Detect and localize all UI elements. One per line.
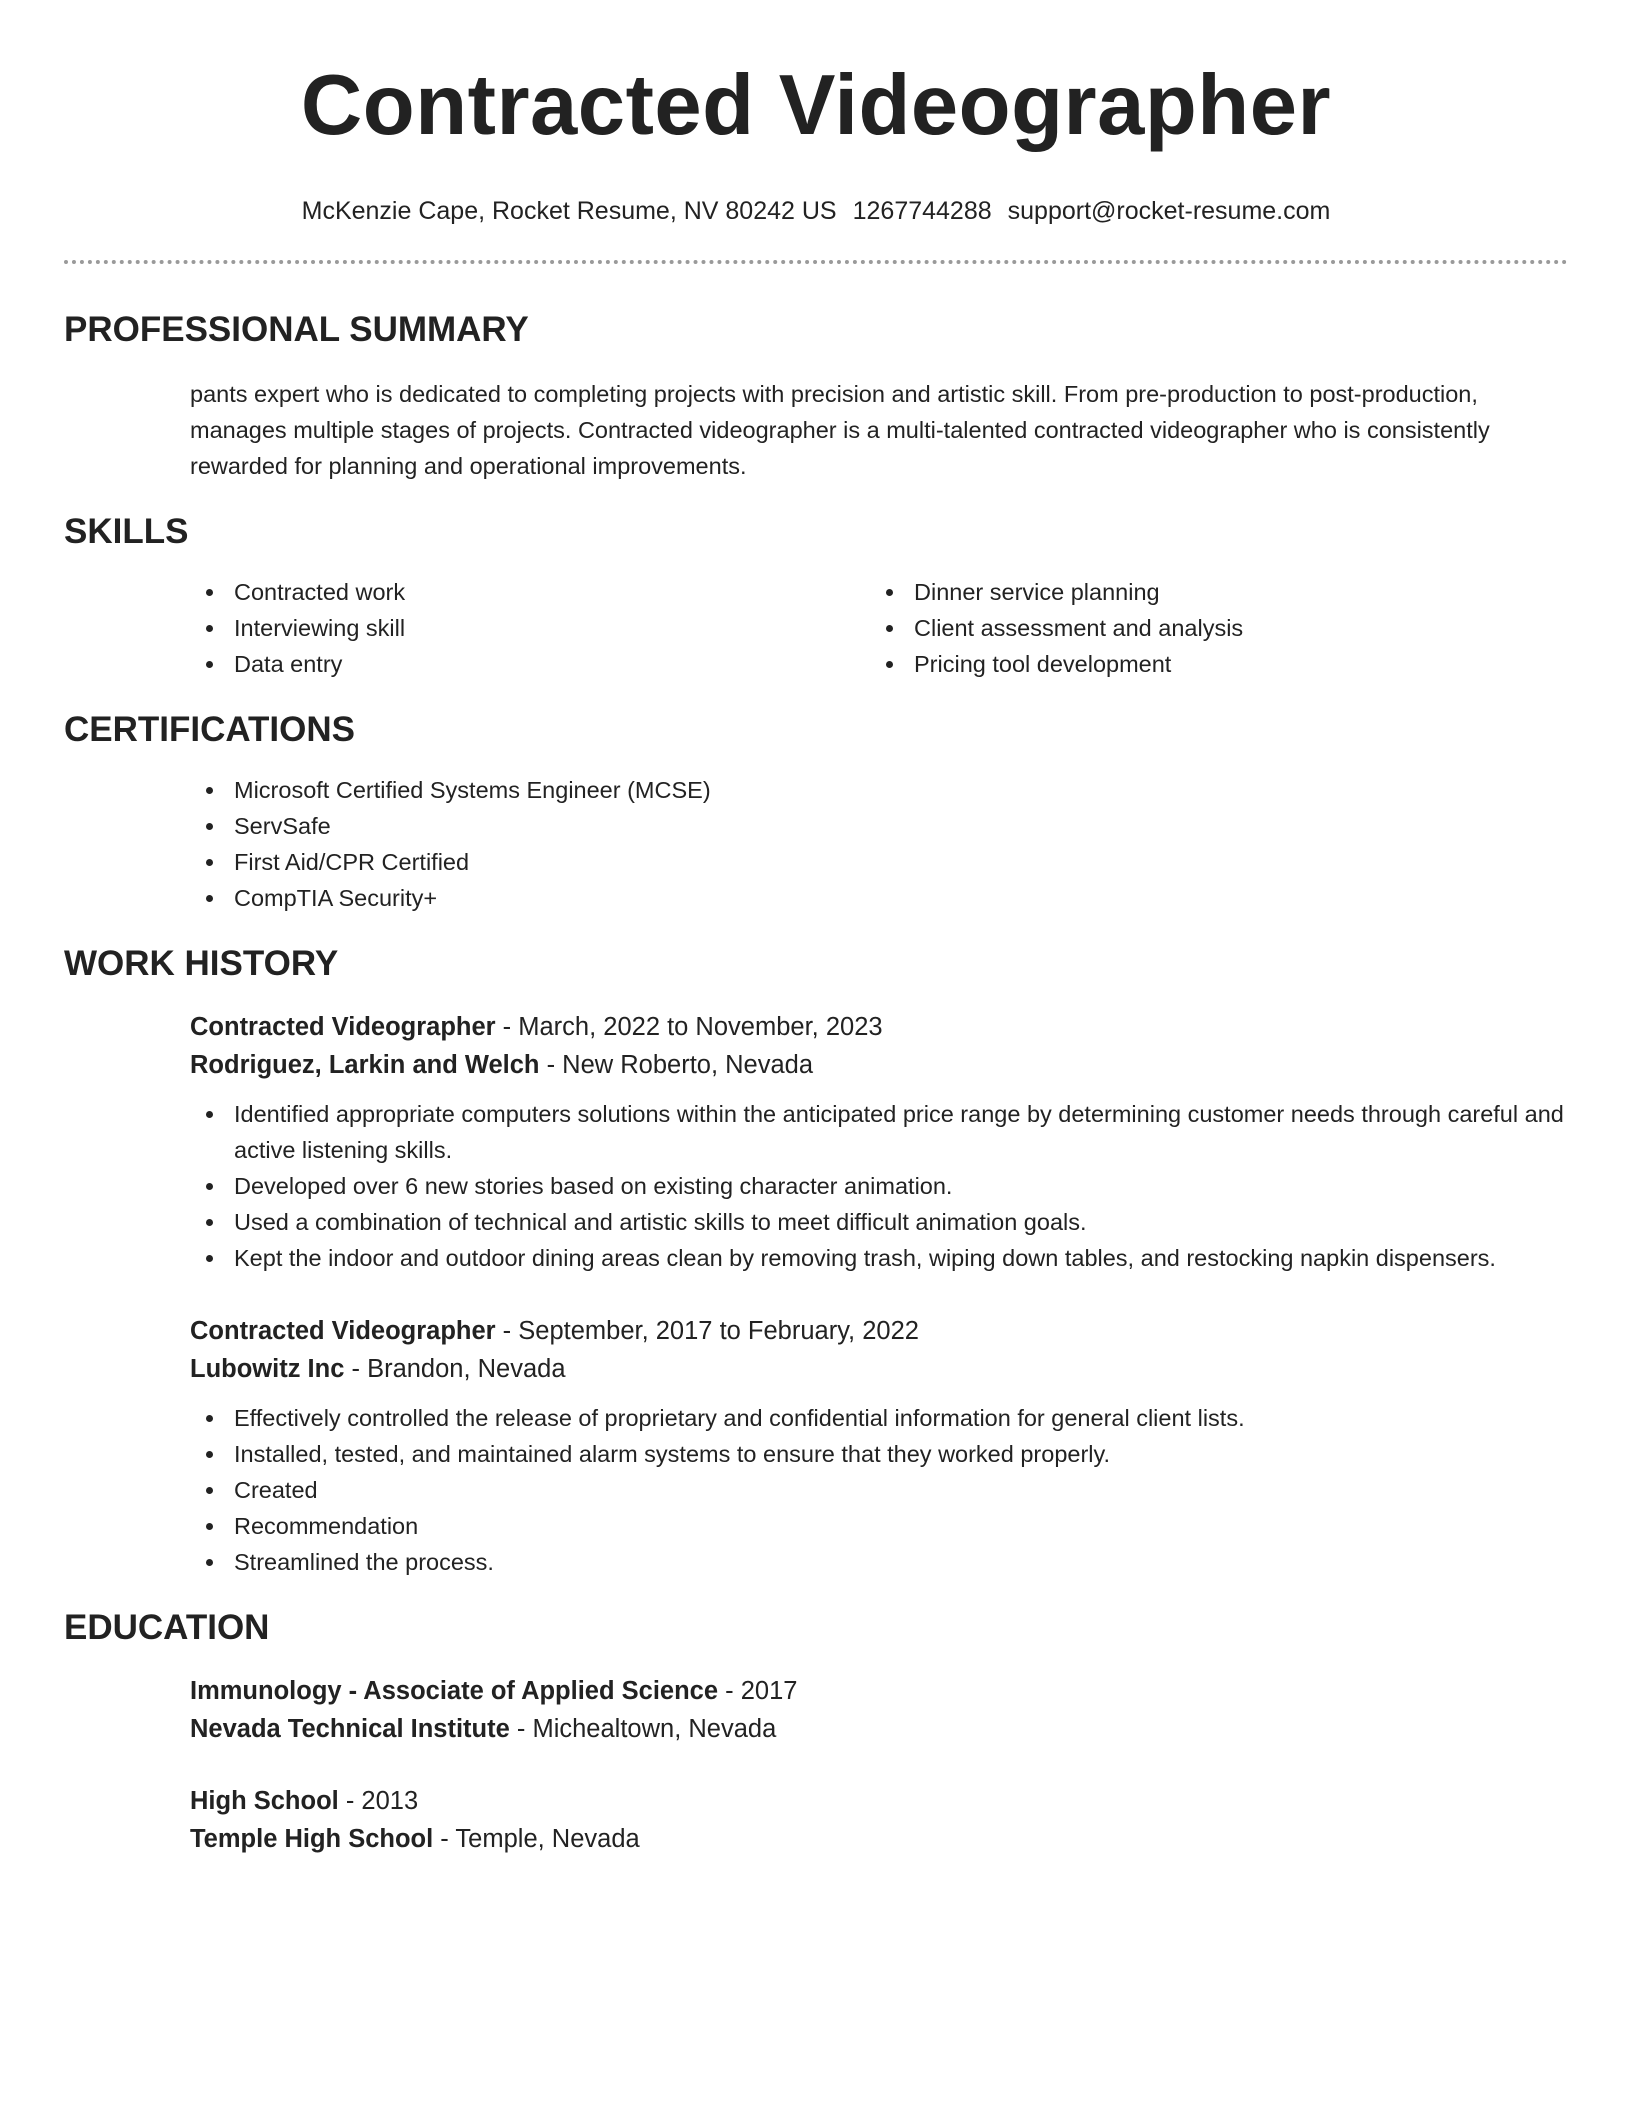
job-duty-item: Developed over 6 new stories based on existing character animation. (190, 1168, 1568, 1204)
skills-heading: SKILLS (64, 512, 189, 551)
job-dates: - March, 2022 to November, 2023 (495, 1013, 883, 1041)
skill-item: Client assessment and analysis (870, 610, 1550, 646)
job-dates: - September, 2017 to February, 2022 (495, 1317, 919, 1345)
job-company: Rodriguez, Larkin and Welch (190, 1051, 540, 1079)
education-entry (64, 1672, 1568, 1748)
job-duty-item: Kept the indoor and outdoor dining areas clean by removing trash, wiping down tables, and restocking napkin dispensers. (190, 1240, 1568, 1276)
job-duties-list (190, 1400, 1568, 1580)
job-company-line (190, 1350, 1568, 1388)
job-entry (64, 1008, 1568, 1276)
certification-item: Microsoft Certified Systems Engineer (MCSE) (190, 772, 1568, 808)
job-location: - Brandon, Nevada (344, 1355, 566, 1383)
work-history-heading: WORK HISTORY (64, 944, 339, 983)
skills-column-right (870, 574, 1550, 682)
job-duty-item: Effectively controlled the release of proprietary and confidential information for general client lists. (190, 1400, 1568, 1436)
skill-item: Data entry (190, 646, 870, 682)
skill-item: Dinner service planning (870, 574, 1550, 610)
contact-line (64, 196, 1568, 226)
education-degree: Immunology - Associate of Applied Science (190, 1677, 719, 1705)
job-duty-item: Recommendation (190, 1508, 1568, 1544)
education-year: - 2013 (338, 1787, 419, 1815)
education-year: - 2017 (718, 1677, 798, 1705)
job-duty-item: Installed, tested, and maintained alarm systems to ensure that they worked properly. (190, 1436, 1568, 1472)
skills-section (64, 510, 1568, 682)
certifications-list (64, 772, 1568, 916)
job-duty-item: Identified appropriate computers solutions within the anticipated price range by determining customer needs through careful and active listening skills. (190, 1096, 1568, 1168)
job-entry (64, 1312, 1568, 1580)
certification-item: ServSafe (190, 808, 1568, 844)
skill-item: Pricing tool development (870, 646, 1550, 682)
header-divider (64, 260, 1568, 264)
summary-text: pants expert who is dedicated to completing projects with precision and artistic skill. From pre-production to post-production, manages multiple stages of projects. Contracted videographer is a multi-talented contracted videographer who is consistently rewarded for planning and operational improvements. (190, 381, 1490, 479)
education-degree-line (190, 1672, 1568, 1710)
education-school: Nevada Technical Institute (190, 1715, 510, 1743)
education-school-line (190, 1710, 1568, 1748)
summary-section (64, 308, 1568, 484)
job-title-line (190, 1008, 1568, 1046)
contact-email: support@rocket-resume.com (1007, 197, 1331, 225)
education-heading: EDUCATION (64, 1608, 270, 1647)
work-history-section (64, 942, 1568, 1580)
education-section (64, 1606, 1568, 1858)
candidate-name: Contracted Videographer (300, 58, 1332, 153)
certifications-heading: CERTIFICATIONS (64, 710, 356, 749)
education-school: Temple High School (190, 1825, 434, 1853)
job-role: Contracted Videographer (190, 1013, 496, 1041)
skill-item: Interviewing skill (190, 610, 870, 646)
job-company-line (190, 1046, 1568, 1084)
education-location: - Michealtown, Nevada (509, 1715, 777, 1743)
contact-address: McKenzie Cape, Rocket Resume, NV 80242 US (301, 197, 837, 225)
certifications-section (64, 708, 1568, 916)
job-company: Lubowitz Inc (190, 1355, 345, 1383)
job-duty-item: Streamlined the process. (190, 1544, 1568, 1580)
skill-item: Contracted work (190, 574, 870, 610)
skills-column-left (190, 574, 870, 682)
job-duty-item: Created (190, 1472, 1568, 1508)
education-entry (64, 1782, 1568, 1858)
job-role: Contracted Videographer (190, 1317, 496, 1345)
education-school-line (190, 1820, 1568, 1858)
certification-item: First Aid/CPR Certified (190, 844, 1568, 880)
job-title-line (190, 1312, 1568, 1350)
education-location: - Temple, Nevada (433, 1825, 640, 1853)
education-degree-line (190, 1782, 1568, 1820)
summary-heading: PROFESSIONAL SUMMARY (64, 310, 529, 349)
job-duty-item: Used a combination of technical and artistic skills to meet difficult animation goals. (190, 1204, 1568, 1240)
certification-item: CompTIA Security+ (190, 880, 1568, 916)
education-degree: High School (190, 1787, 339, 1815)
skills-grid (64, 574, 1568, 682)
job-location: - New Roberto, Nevada (539, 1051, 814, 1079)
job-duties-list (190, 1096, 1568, 1276)
contact-phone: 1267744288 (852, 197, 992, 225)
